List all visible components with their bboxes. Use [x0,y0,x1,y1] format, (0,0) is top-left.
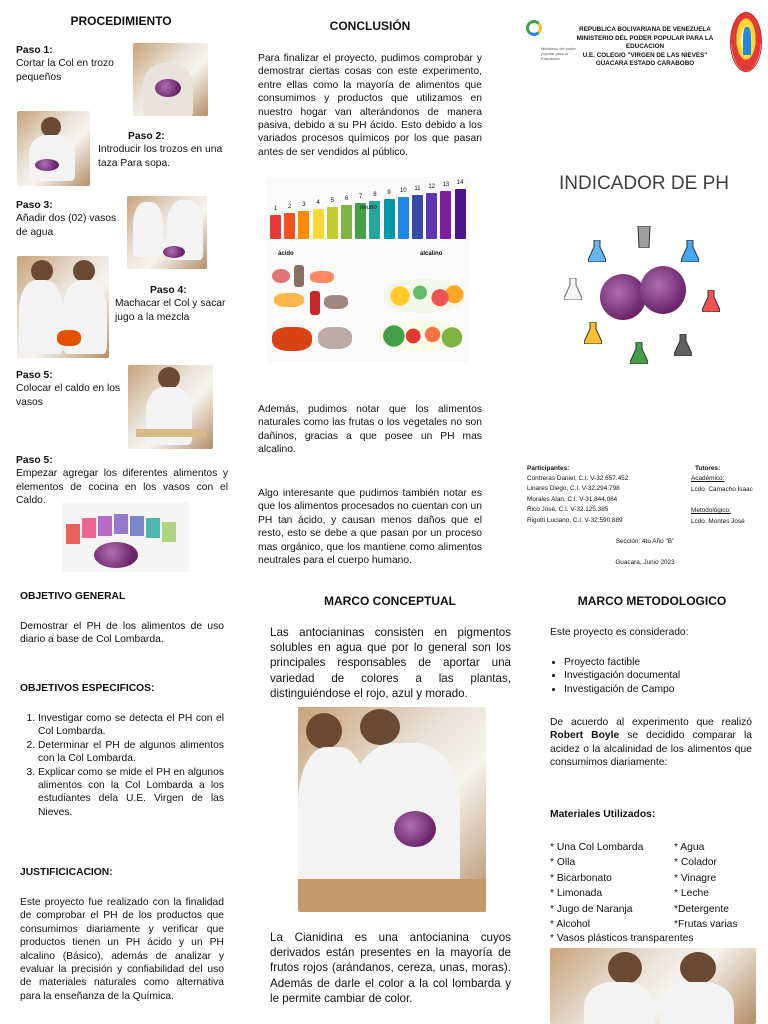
cover-title: INDICADOR DE PH [559,173,729,194]
meat-icon [310,271,334,283]
list-item: 3. Explicar como se mide el PH en algunos alimentos con la Col Lombarda a los estudiantes dela U.E. Virgen de las Nieves. [38,766,224,820]
institution-header [562,26,728,69]
step-5 [16,369,126,409]
acid-food-icon [272,269,290,283]
ph-scale-bar [426,193,437,239]
academic-name: Lcdo. Camacho Isaac [691,486,753,493]
objetivos-especificos-list [20,712,224,819]
ph-acid-label: ácido [278,251,294,257]
list-item: • Investigación documental [564,669,764,682]
ph-number-label: 14 [456,180,464,186]
step-2-text: Introducir los trozos en una taza Para sopa. [98,144,223,169]
step-3-text: Añadir dos (02) vasos de agua [16,213,117,238]
conclusion-paragraph-2: Además, pudimos notar que los alimentos naturales como las frutas o los vegetales no son dañinos, gracias a que posee un PH mas alcalino. [258,404,482,456]
bread-icon [274,293,304,307]
step-3 [16,199,124,239]
ph-alkaline-label: alcalino [420,251,443,257]
flask-icon [674,334,692,356]
ph-number-label: 10 [399,188,407,194]
list-item: • Proyecto factible [564,656,764,669]
ph-number-label: 11 [414,186,421,192]
step-5-photo [128,365,213,449]
ministry-logo-text: Ministerio del poder popular para la Educación [541,46,576,61]
objetivo-general-text: Demostrar el PH de los alimentos de uso diario a base de Col Lombarda. [20,621,224,646]
ph-number-label: 7 [359,194,363,200]
boyle-paragraph-start: De acuerdo al experimento que realizó [550,717,752,728]
material-item: * Leche [674,888,709,900]
material-item: * Agua [674,842,705,853]
material-item: *Detergente [674,903,729,915]
participant: Rico José, C.I. V-32.125.385 [527,506,609,514]
ph-number-label: 12 [428,184,436,190]
step-6 [16,454,228,508]
header-line-2: MINISTERIO DEL PODER POPULAR PARA LA EDUCACION [576,34,714,51]
header-line-1: REPUBLICA BOLIVARIANA DE VENEZUELA [579,26,711,33]
ph-number-label: 1 [273,206,278,212]
project-types-list [550,656,764,696]
material-item: * Jugo de Naranja [550,903,633,915]
flask-icon [702,290,720,312]
step-4 [115,284,227,324]
academic-label: Académico: [691,475,725,482]
list-item: 2. Determinar el PH de algunos alimentos con la Col Lombarda. [38,739,224,766]
snack-icon [324,295,348,309]
step-3-title: Paso 3: [16,200,53,211]
red-cabbage-icon [640,266,686,314]
ph-scale-illustration [266,177,470,363]
boyle-paragraph [550,716,752,770]
ph-number-label: 3 [302,202,306,208]
material-item: * Olla [550,857,576,869]
step-3-photo [127,196,207,269]
ph-scale-bar [455,189,466,239]
ph-number-label: 9 [387,190,391,196]
flask-icon [584,322,602,344]
step-4-photo [17,256,109,358]
list-item: 1. Investigar como se detecta el PH con el Col Lombarda. [38,712,224,739]
ph-scale-bar [270,215,281,239]
step-1-text: Cortar la Col en trozo pequeños [16,58,114,83]
step-2-photo [17,111,90,186]
header-line-4: GUACARA ESTADO CARABOBO [595,60,695,68]
step-2-title: Paso 2: [128,131,165,142]
marco-conceptual-title: MARCO CONCEPTUAL [324,594,456,608]
material-item: * Limonada [550,888,603,900]
step-1 [16,44,126,84]
objetivos-especificos-title: OBJETIVOS ESPECIFICOS: [20,683,155,694]
colored-cups-photo [62,502,189,572]
robert-boyle: Robert Boyle [550,730,620,742]
students-lab-photo [550,948,756,1024]
material-item: *Frutas varias [674,919,738,931]
step-5-text: Colocar el caldo en los vasos [16,383,121,408]
step-6-title: Paso 5: [16,455,53,466]
flask-icon [635,226,653,248]
ph-scale-bar [398,197,409,239]
conclusion-title: CONCLUSIÓN [329,19,411,33]
materials-left-list [550,840,672,932]
step-6-text: Empezar agregar los diferentes alimentos y elementos de cocina en los vasos con el Caldo. [16,468,228,507]
method-name: Lcdo. Montes José [691,518,745,525]
step-1-photo [133,43,208,116]
flask-icon [588,240,606,262]
fruits-icon [384,279,464,313]
material-item: * Bicarbonato [550,872,612,884]
boyle-paragraph-end: se decidido comparar la acidez o la alcalinidad de los alimentos que consumimos diariamente: [550,730,752,769]
bottle-icon [294,265,304,287]
ph-scale-bar [284,213,295,239]
ph-scale-bar [298,211,309,239]
procedimiento-title: PROCEDIMIENTO [70,14,172,28]
step-4-text: Machacar el Col y sacar jugo a la mezcla [115,298,226,323]
participant: Linares Diego, C.I. V-32.294.798 [527,485,620,493]
participants-list [527,474,687,526]
flask-icon [564,278,582,300]
ph-number-label: 4 [316,200,320,206]
ph-scale-bar [412,195,423,239]
processed-food-icon [318,327,352,349]
conclusion-paragraph-3: Algo interesante que pudimos también notar es que los alimentos procesados no cuentan con un PH tan ácido, y causan menos daños que el resto, esto se debe a que pasan por un proceso mas orgánico, que los mantiene como alimentos neutrales para el cuerpo humano. [258,488,482,567]
materials-title: Materiales Utilizados: [550,809,656,820]
participant: Morales Alan, C.I. V-31.844.084 [527,495,618,503]
conclusion-paragraph-1: Para finalizar el proyecto, pudimos comprobar y demostrar ciertas cosas con este experimento, entre ellas como la mayoría de alimentos que consumimos y productos que utilizamos en nuestro hogar van alterándonos de manera pasiva, debido a su PH ácido. Esto debido a los variados procesos químicos por los que pasan antes de ser vendidos al público. [258,53,482,158]
place-date: Guacara, Junio 2023 [615,559,675,566]
method-label: Metodológico: [691,507,731,514]
vegetables-icon [378,321,466,351]
ph-scale-bar [341,205,352,239]
ph-scale-bar [440,191,451,239]
material-item: * Vinagre [674,872,717,884]
ph-neutral-label: neutro [360,205,378,211]
participants-heading: Participantes: [527,465,570,472]
ministry-logo [524,18,546,46]
marco-conceptual-paragraph-1: Las antocianinas consisten en pigmentos solubles en agua que por lo general son los principales responsables de aportar una variedad de colores a las plantas, distinguiéndose el rojo, azul y morado. [270,626,511,700]
students-photo [298,707,486,912]
ph-scale-bar [384,199,395,239]
ph-number-label: 13 [442,182,450,188]
participant: Rigotti Luciano, C.I. V-32.590.889 [527,516,623,524]
materials-full-item: * Vasos plásticos transparentes [550,933,694,944]
step-2 [98,130,228,170]
ph-number-label: 8 [373,192,377,198]
ph-scale-bar [327,207,338,239]
soda-icon [310,291,320,315]
list-item: • Investigación de Campo [564,683,764,696]
material-item: * Alcohol [550,919,591,931]
section-label: Sección: 4to Año "B" [615,538,675,545]
tutors-heading: Tutores: [695,465,721,472]
ph-number-label: 2 [288,204,292,210]
red-cabbage-icon [600,274,646,320]
ph-scale-bar [313,209,324,239]
ph-number-label: 6 [344,196,349,202]
material-item: * Colador [674,857,717,869]
marco-metodologico-title: MARCO METODOLOGICO [577,594,727,608]
step-1-title: Paso 1: [16,45,53,56]
cover-illustration [560,222,728,370]
header-line-3: U.E. COLEGIO "VIRGEN DE LAS NIEVES" [582,51,708,59]
marco-conceptual-paragraph-2: La Cianidina es una antocianina cuyos derivados están presentes en la mayoría de frutos rojos (arándanos, cereza, unas, moras). Además de darle el color a la col lombarda y le permite cambiar de color. [270,931,511,1005]
materials-right-list [674,840,764,932]
fast-food-icon [272,327,312,351]
ph-number-label: 5 [330,198,334,204]
flask-icon [681,240,699,262]
objetivo-general-title: OBJETIVO GENERAL [20,591,126,602]
metodologico-intro: Este proyecto es considerado: [550,627,689,638]
step-5-title: Paso 5: [16,370,53,381]
flask-icon [630,342,648,364]
participant: Contreras Daniel, C.I. V-32.657.452 [527,475,629,482]
step-4-title: Paso 4: [150,285,187,296]
school-logo [730,12,762,72]
ph-scale-bars [266,180,470,249]
material-item: * Una Col Lombarda [550,842,644,853]
justificacion-title: JUSTIFICICACION: [20,867,113,878]
justificacion-text: Este proyecto fue realizado con la finalidad de comprobar el PH de los productos que consumimos diariamente y verificar que productos tienen un PH ácido y un PH alcalino (Básico), además de analizar y evaluar la precisión y confiabilidad del uso de materiales naturales como alternativa para la enseñanza de la Química. [20,897,224,1002]
